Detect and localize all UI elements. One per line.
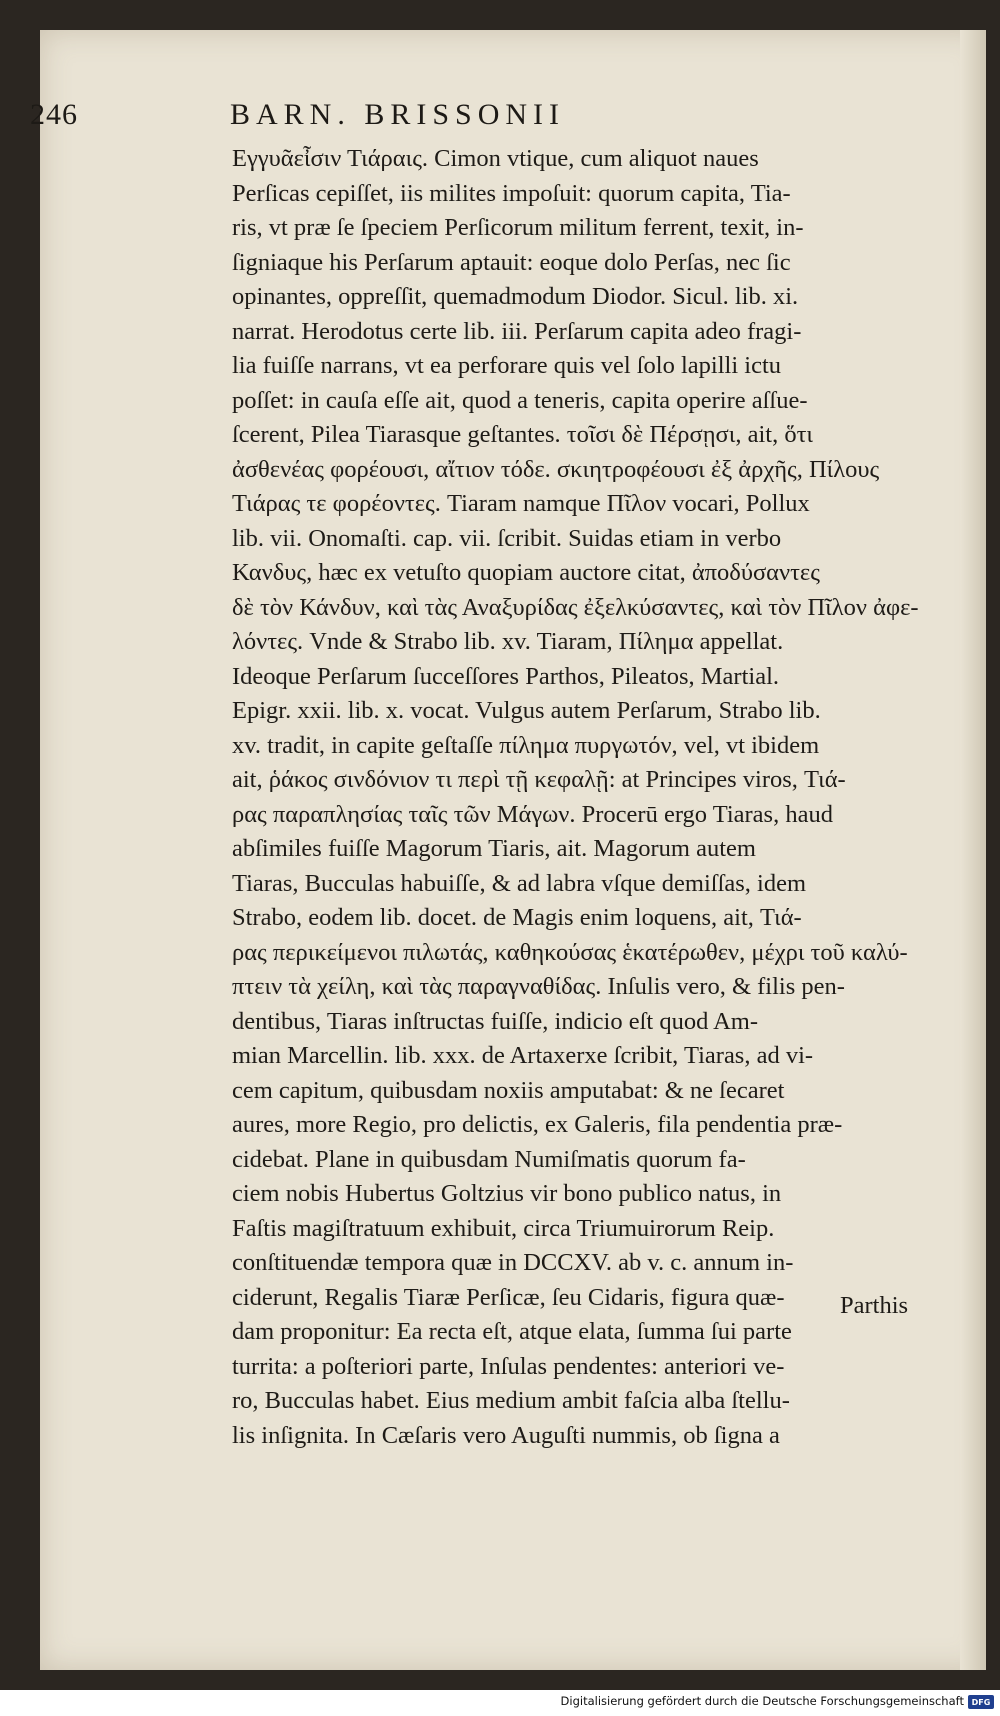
text-line: mian Marcellin. lib. xxx. de Artaxerxe ſcribit, Tiaras, ad vi-: [232, 1042, 814, 1069]
text-line: lia fuiſſe narrans, vt ea perforare quis vel ſolo lapilli ictu: [232, 352, 782, 379]
funding-credit: Digitalisierung gefördert durch die Deutsche Forschungsgemeinschaft: [560, 1694, 964, 1708]
text-line: cidebat. Plane in quibusdam Numiſmatis quorum fa-: [232, 1145, 746, 1173]
page-number: 246: [30, 98, 78, 131]
text-line: dam proponitur: Ea recta eſt, atque elata, ſumma ſui parte: [232, 1318, 792, 1345]
text-line: πτειν τὰ χείλη, καὶ τὰς παραγναθίδας. Inſulis vero, & filis pen-: [232, 973, 845, 1000]
dfg-logo-icon: DFG: [968, 1695, 994, 1709]
text-line: lib. vii. Onomaſti. cap. vii. ſcribit. Suidas etiam in verbo: [232, 524, 782, 552]
text-line: ſcerent, Pilea Tiarasque geſtantes. τοῖσι δὲ Πέρσῃσι, ait, ὅτι: [232, 421, 814, 448]
text-line: Κανδυς, hæc ex vetuſto quopiam auctore citat, ἀποδύσαντες: [232, 559, 820, 586]
page-edge-shadow: [960, 30, 986, 1670]
text-line: ait, ῥάκος σινδόνιον τι περὶ τῇ κεφαλῇ: at Principes viros, Τιά-: [232, 766, 846, 793]
text-line: aures, more Regio, pro delictis, ex Galeris, fila pendentia præ-: [232, 1111, 843, 1138]
text-line: turrita: a poſteriori parte, Inſulas pendentes: anteriori ve-: [232, 1352, 785, 1380]
text-line: Perſicas cepiſſet, iis milites impoſuit: quorum capita, Tia-: [232, 179, 791, 207]
catchword: Parthis: [840, 1292, 909, 1319]
text-line: ciderunt, Regalis Tiaræ Perſicæ, ſeu Cidaris, figura quæ-: [232, 1283, 785, 1311]
text-line: ſigniaque his Perſarum aptauit: eoque dolo Perſas, nec ſic: [232, 248, 791, 276]
text-line: lis inſignita. In Cæſaris vero Auguſti nummis, ob ſigna a: [232, 1421, 780, 1449]
text-line: poſſet: in cauſa eſſe ait, quod a teneris, capita operire aſſue-: [232, 386, 808, 414]
footer-bar: [0, 1690, 1000, 1716]
text-line: λόντες. Vnde & Strabo lib. xv. Tiaram, Πίλημα appellat.: [232, 628, 784, 655]
book-page: [30, 30, 986, 1670]
text-line: xv. tradit, in capite geſtaſſe πίλημα πυργωτόν, vel, vt ibidem: [232, 731, 820, 759]
text-line: Τιάρας τε φορέοντες. Tiaram namque Πῖλον vocari, Pollux: [232, 490, 810, 517]
text-line: dentibus, Tiaras inſtructas fuiſſe, indicio eſt quod Am-: [232, 1007, 759, 1035]
text-line: ro, Bucculas habet. Eius medium ambit faſcia alba ſtellu-: [232, 1387, 790, 1414]
text-line: ciem nobis Hubertus Goltzius vir bono publico natus, in: [232, 1180, 782, 1207]
text-line: Εγγυᾶεἶσιν Τιάραις. Cimon vtique, cum aliquot naues: [232, 145, 759, 172]
running-head: BARN. BRISSONII: [230, 98, 566, 131]
text-line: Ideoque Perſarum ſucceſſores Parthos, Pileatos, Martial.: [232, 662, 780, 690]
text-line: abſimiles fuiſſe Magorum Tiaris, ait. Magorum autem: [232, 835, 756, 862]
text-line: Faſtis magiſtratuum exhibuit, circa Triumuirorum Reip.: [232, 1214, 775, 1242]
text-line: Tiaras, Bucculas habuiſſe, & ad labra vſque demiſſas, idem: [232, 869, 807, 897]
text-line: Strabo, eodem lib. docet. de Magis enim loquens, ait, Τιά-: [232, 904, 802, 931]
text-line: cem capitum, quibusdam noxiis amputabat: & ne ſecaret: [232, 1076, 785, 1104]
text-line: ris, vt præ ſe ſpeciem Perſicorum militum ferrent, texit, in-: [232, 214, 804, 241]
text-line: ρας περικείμενοι πιλωτάς, καθηκούσας ἑκατέρωθεν, μέχρι τοῦ καλύ-: [232, 938, 908, 966]
text-line: δὲ τὸν Κάνδυν, καὶ τὰς Αναξυρίδας ἐξελκύσαντες, καὶ τὸν Πῖλον ἀφε-: [232, 593, 919, 621]
text-line: narrat. Herodotus certe lib. iii. Perſarum capita adeo fragi-: [232, 317, 802, 345]
text-line: Epigr. xxii. lib. x. vocat. Vulgus autem Perſarum, Strabo lib.: [232, 697, 821, 724]
text-line: ρας παραπλησίας ταῖς τῶν Μάγων. Procerū ergo Tiaras, haud: [232, 800, 833, 828]
text-line: conſtituendæ tempora quæ in DCCXV. ab v. c. annum in-: [232, 1249, 794, 1276]
text-line: opinantes, oppreſſit, quemadmodum Diodor. Sicul. lib. xi.: [232, 283, 799, 310]
text-line: ἀσθενέας φορέουσι, αἴτιον τόδε. σκιητροφέουσι ἐξ ἀρχῆς, Πίλους: [232, 455, 880, 483]
body-text: [232, 142, 952, 1453]
